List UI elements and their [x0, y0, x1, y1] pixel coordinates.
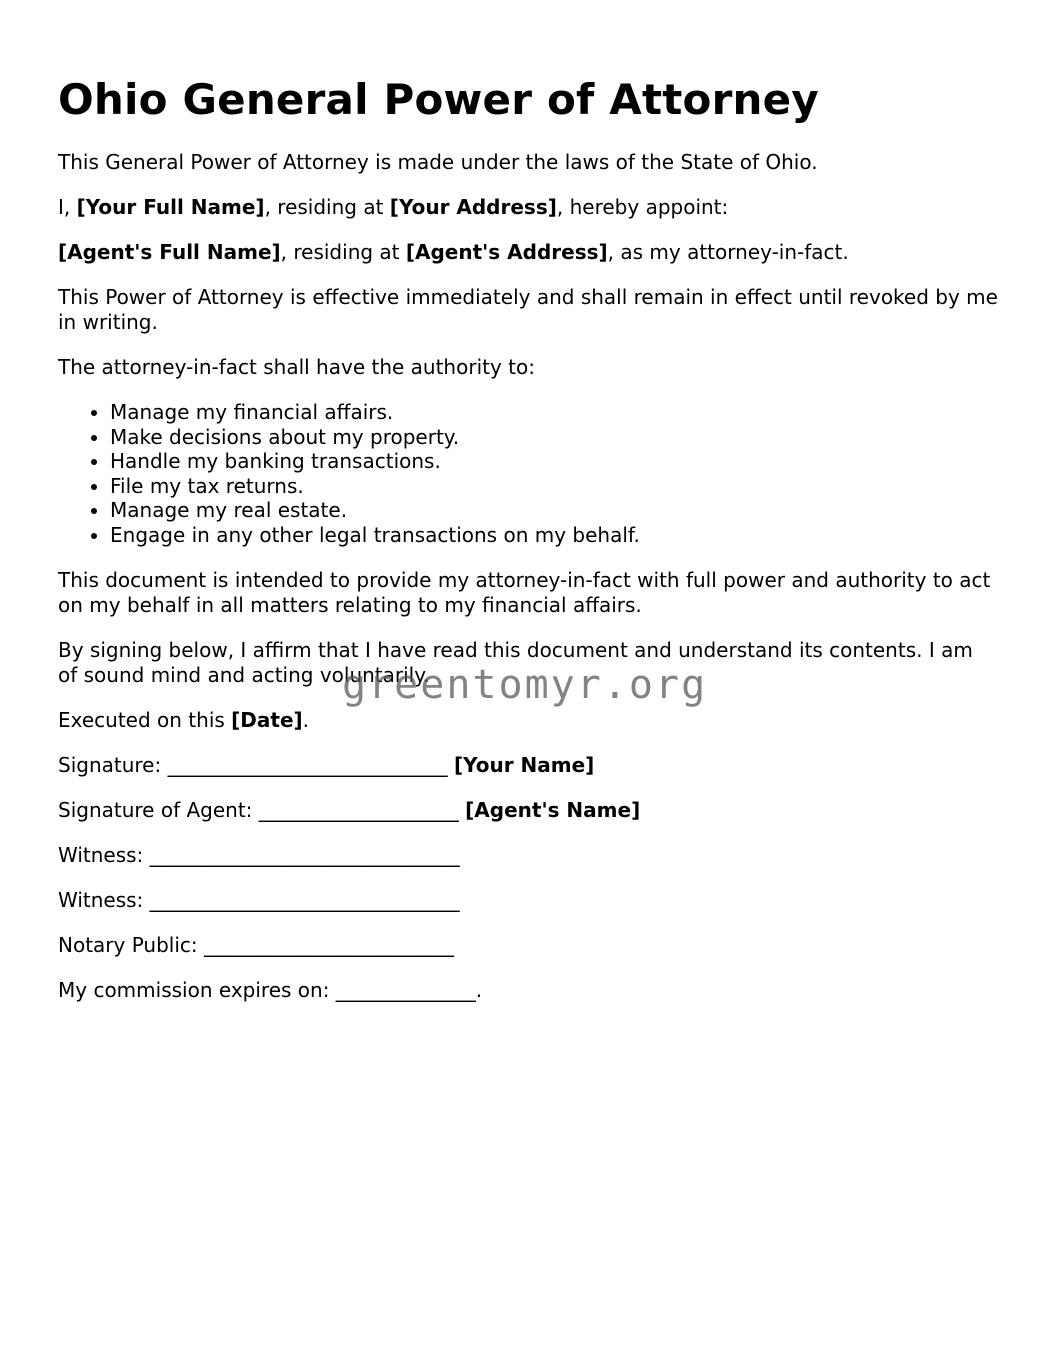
- principal-address-placeholder: [Your Address]: [389, 195, 557, 219]
- appointment-prefix: I,: [58, 195, 77, 219]
- principal-signature-name: [Your Name]: [453, 752, 595, 777]
- authority-intro: The attorney-in-fact shall have the authority to:: [58, 355, 535, 379]
- list-item: • Handle my banking transactions.: [110, 449, 998, 474]
- purpose-paragraph: This document is intended to provide my attorney-in-fact with full power and authority to act on my behalf in all matters relating to my financial affairs.: [58, 567, 991, 617]
- date-placeholder: [Date]: [231, 707, 303, 732]
- list-item: • Manage my real estate.: [110, 498, 998, 523]
- agent-paragraph: [58, 240, 998, 265]
- watermark: greentomyr.org: [342, 662, 708, 708]
- witness-line-2[interactable]: Witness: _______________________________: [58, 887, 460, 912]
- appointment-paragraph: [58, 195, 998, 220]
- appointment-residing: , residing at: [264, 195, 390, 219]
- principal-name-placeholder: [Your Full Name]: [76, 195, 265, 219]
- list-item: • Manage my financial affairs.: [110, 400, 998, 425]
- document-page: [58, 74, 998, 1023]
- commission-line[interactable]: My commission expires on: ______________.: [58, 977, 483, 1002]
- agent-name-placeholder: [Agent's Full Name]: [58, 240, 281, 264]
- list-item: • File my tax returns.: [110, 474, 998, 499]
- agent-signature-label: Signature of Agent: ____________________: [58, 797, 466, 822]
- intro-paragraph: This General Power of Attorney is made under the laws of the State of Ohio.: [58, 150, 818, 174]
- principal-signature-label: Signature: ____________________________: [58, 752, 454, 777]
- notary-line[interactable]: Notary Public: _________________________: [58, 932, 454, 957]
- list-item: • Engage in any other legal transactions on my behalf.: [110, 523, 998, 548]
- executed-prefix: Executed on this: [58, 707, 232, 732]
- list-item: • Make decisions about my property.: [110, 425, 998, 450]
- agent-signature-name: [Agent's Name]: [465, 797, 641, 822]
- witness-line-1[interactable]: Witness: _______________________________: [58, 842, 460, 867]
- appointment-suffix: , hereby appoint:: [556, 195, 729, 219]
- principal-signature-line[interactable]: [58, 753, 998, 778]
- agent-signature-line[interactable]: [58, 798, 998, 823]
- authority-list: [58, 400, 998, 548]
- effective-paragraph: This Power of Attorney is effective immediately and shall remain in effect until revoked by me in writing.: [58, 285, 998, 334]
- agent-residing: , residing at: [280, 240, 406, 264]
- agent-suffix: , as my attorney-in-fact.: [607, 240, 849, 264]
- affirmation-paragraph: By signing below, I affirm that I have read this document and understand its contents. I am of sound mind and acting voluntarily.: [58, 637, 973, 687]
- executed-suffix: .: [302, 707, 310, 732]
- agent-address-placeholder: [Agent's Address]: [405, 240, 608, 264]
- executed-line: [58, 708, 998, 733]
- document-title: Ohio General Power of Attorney: [58, 75, 819, 124]
